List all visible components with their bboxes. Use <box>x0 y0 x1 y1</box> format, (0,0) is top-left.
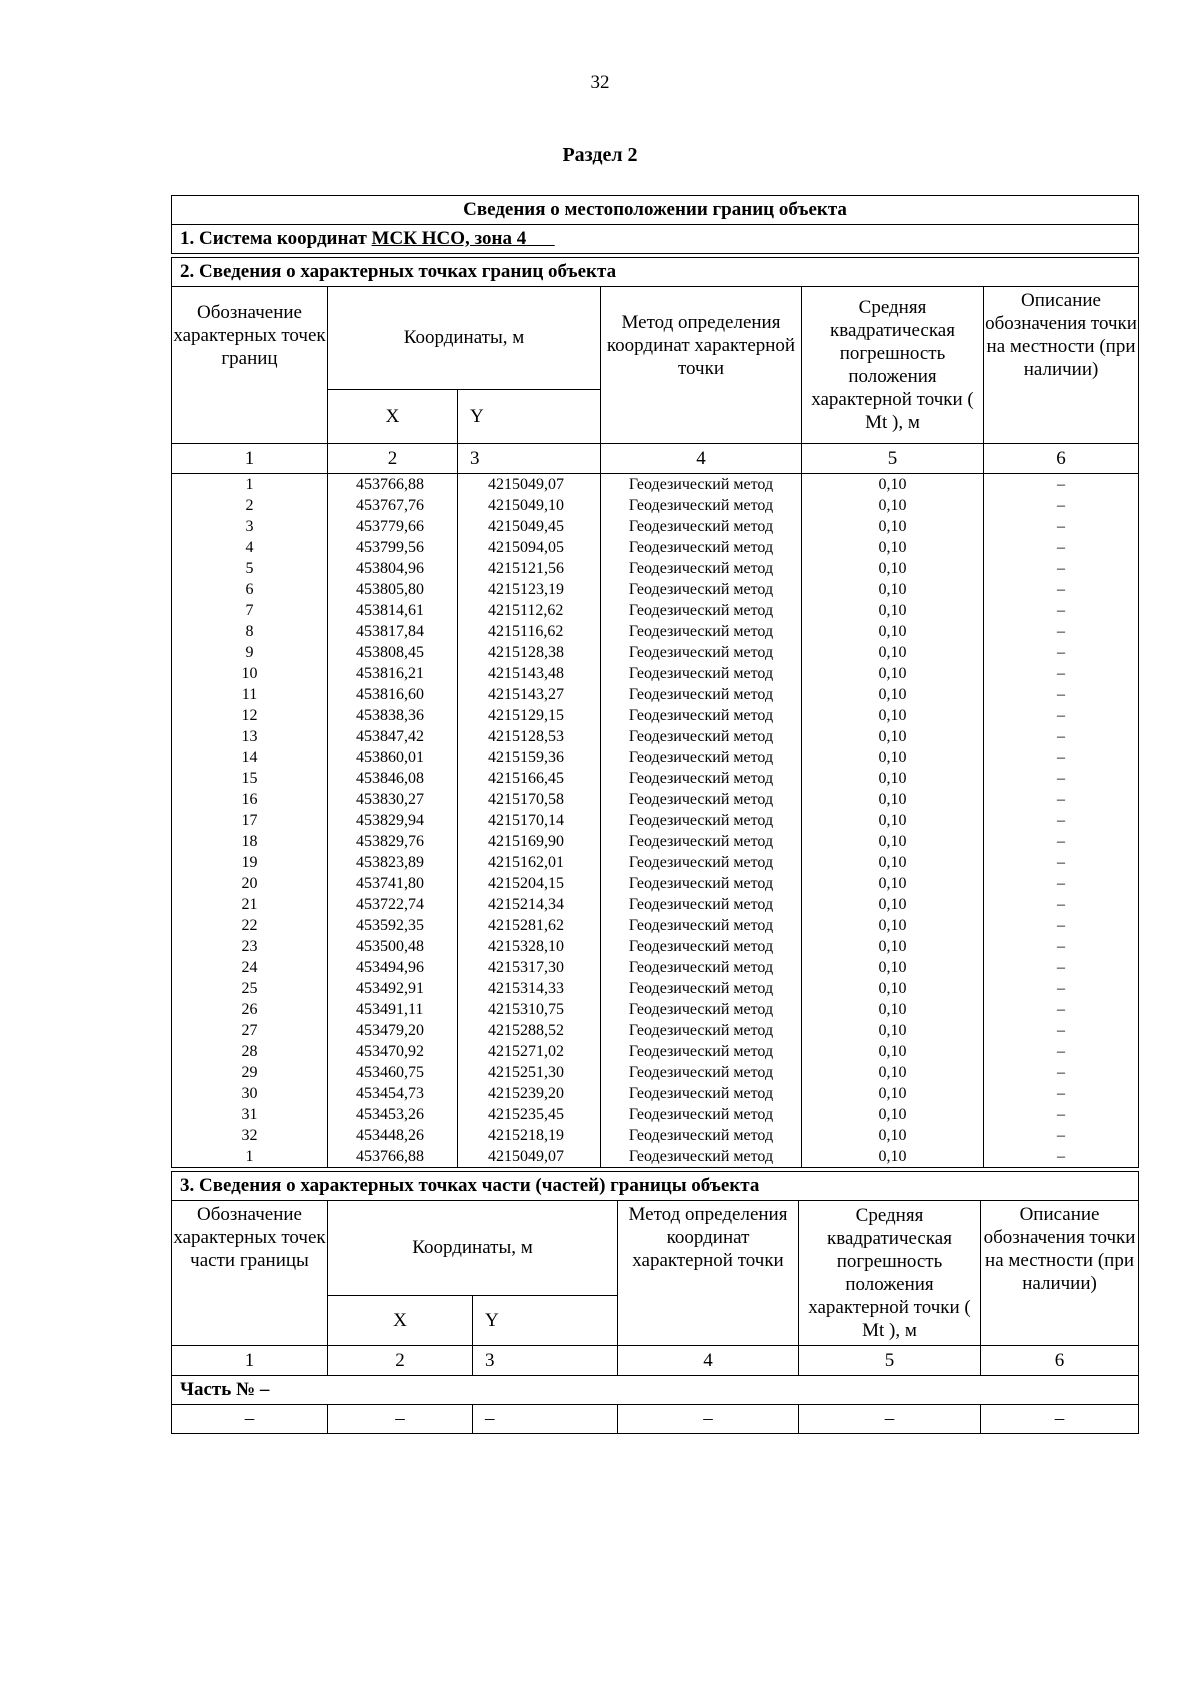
coord-x: 453830,27 <box>328 789 458 810</box>
col-num: 5 <box>799 1346 981 1376</box>
description: – <box>984 894 1139 915</box>
point-number: 12 <box>172 705 328 726</box>
error: 0,10 <box>802 558 984 579</box>
coord-y: 4215159,36 <box>458 747 601 768</box>
table-row <box>172 915 1139 936</box>
coord-x: 453804,96 <box>328 558 458 579</box>
coord-x: 453741,80 <box>328 873 458 894</box>
description: – <box>984 978 1139 999</box>
coord-y: 4215049,45 <box>458 516 601 537</box>
table-title: Сведения о местоположении границ объекта <box>172 196 1139 225</box>
col-num: 3 <box>473 1346 618 1376</box>
method: Геодезический метод <box>601 999 802 1020</box>
description: – <box>984 810 1139 831</box>
header-error: Средняя квадратическая погрешность положения характерной точки ( Mt ), м <box>802 287 984 444</box>
table-row <box>172 558 1139 579</box>
coord-y: 4215128,53 <box>458 726 601 747</box>
table-row <box>172 1146 1139 1168</box>
cell: – <box>618 1405 799 1434</box>
error: 0,10 <box>802 621 984 642</box>
error: 0,10 <box>802 1041 984 1062</box>
point-number: 20 <box>172 873 328 894</box>
description: – <box>984 852 1139 873</box>
method: Геодезический метод <box>601 1083 802 1104</box>
coord-y: 4215218,19 <box>458 1125 601 1146</box>
coord-y: 4215112,62 <box>458 600 601 621</box>
point-number: 9 <box>172 642 328 663</box>
col-num: 1 <box>172 1346 328 1376</box>
parts-header-error: Средняя квадратическая погрешность положения характерной точки ( Mt ), м <box>799 1201 981 1346</box>
description: – <box>984 768 1139 789</box>
coord-system-label: 1. Система координат <box>180 228 372 249</box>
cell: – <box>799 1405 981 1434</box>
description: – <box>984 873 1139 894</box>
table-row <box>172 957 1139 978</box>
coord-system-row <box>172 225 1139 254</box>
coord-x: 453829,94 <box>328 810 458 831</box>
table-row <box>172 789 1139 810</box>
coord-x: 453500,48 <box>328 936 458 957</box>
error: 0,10 <box>802 999 984 1020</box>
method: Геодезический метод <box>601 579 802 600</box>
coord-y: 4215235,45 <box>458 1104 601 1125</box>
parts-header-designation: Обозначение характерных точек части границы <box>172 1201 328 1346</box>
point-number: 8 <box>172 621 328 642</box>
point-number: 15 <box>172 768 328 789</box>
error: 0,10 <box>802 810 984 831</box>
coord-x: 453817,84 <box>328 621 458 642</box>
description: – <box>984 1083 1139 1104</box>
coord-x: 453766,88 <box>328 474 458 496</box>
header-y: Y <box>458 389 601 443</box>
coord-system-value: МСК НСО, зона 4 <box>371 228 527 249</box>
header-coords: Координаты, м <box>328 287 601 390</box>
description: – <box>984 747 1139 768</box>
parts-table <box>171 1171 1139 1434</box>
point-number: 24 <box>172 957 328 978</box>
coord-x: 453829,76 <box>328 831 458 852</box>
table-row <box>172 999 1139 1020</box>
coord-y: 4215123,19 <box>458 579 601 600</box>
coord-x: 453722,74 <box>328 894 458 915</box>
points-section-title: 2. Сведения о характерных точках границ объекта <box>172 258 1139 287</box>
error: 0,10 <box>802 684 984 705</box>
coord-y: 4215094,05 <box>458 537 601 558</box>
parts-header-y: Y <box>473 1295 618 1345</box>
method: Геодезический метод <box>601 1062 802 1083</box>
coord-y: 4215214,34 <box>458 894 601 915</box>
part-label: Часть № – <box>172 1376 1139 1405</box>
description: – <box>984 1041 1139 1062</box>
error: 0,10 <box>802 768 984 789</box>
point-number: 16 <box>172 789 328 810</box>
coord-y: 4215166,45 <box>458 768 601 789</box>
error: 0,10 <box>802 1062 984 1083</box>
coord-x: 453823,89 <box>328 852 458 873</box>
coord-y: 4215328,10 <box>458 936 601 957</box>
parts-row <box>172 1405 1139 1434</box>
parts-header-description: Описание обозначения точки на местности (при наличии) <box>981 1201 1139 1346</box>
method: Геодезический метод <box>601 747 802 768</box>
method: Геодезический метод <box>601 1020 802 1041</box>
error: 0,10 <box>802 1020 984 1041</box>
table-row <box>172 579 1139 600</box>
error: 0,10 <box>802 642 984 663</box>
header-x: X <box>328 389 458 443</box>
error: 0,10 <box>802 936 984 957</box>
error: 0,10 <box>802 663 984 684</box>
error: 0,10 <box>802 495 984 516</box>
table-row <box>172 621 1139 642</box>
point-number: 14 <box>172 747 328 768</box>
coord-x: 453454,73 <box>328 1083 458 1104</box>
error: 0,10 <box>802 957 984 978</box>
coord-y: 4215204,15 <box>458 873 601 894</box>
method: Геодезический метод <box>601 936 802 957</box>
coord-y: 4215143,48 <box>458 663 601 684</box>
method: Геодезический метод <box>601 600 802 621</box>
coord-y: 4215271,02 <box>458 1041 601 1062</box>
table-row <box>172 1125 1139 1146</box>
method: Геодезический метод <box>601 831 802 852</box>
col-num: 4 <box>618 1346 799 1376</box>
col-num: 6 <box>984 444 1139 474</box>
point-number: 30 <box>172 1083 328 1104</box>
coord-x: 453448,26 <box>328 1125 458 1146</box>
description: – <box>984 516 1139 537</box>
point-number: 3 <box>172 516 328 537</box>
error: 0,10 <box>802 978 984 999</box>
point-number: 1 <box>172 474 328 496</box>
table-row <box>172 663 1139 684</box>
method: Геодезический метод <box>601 684 802 705</box>
method: Геодезический метод <box>601 978 802 999</box>
points-body <box>172 474 1139 1168</box>
error: 0,10 <box>802 1146 984 1168</box>
coord-y: 4215049,07 <box>458 474 601 496</box>
coord-y: 4215162,01 <box>458 852 601 873</box>
point-number: 29 <box>172 1062 328 1083</box>
method: Геодезический метод <box>601 537 802 558</box>
coord-x: 453814,61 <box>328 600 458 621</box>
description: – <box>984 726 1139 747</box>
point-number: 2 <box>172 495 328 516</box>
coord-x: 453846,08 <box>328 768 458 789</box>
point-number: 11 <box>172 684 328 705</box>
point-number: 27 <box>172 1020 328 1041</box>
error: 0,10 <box>802 1125 984 1146</box>
table-row <box>172 873 1139 894</box>
coord-y: 4215317,30 <box>458 957 601 978</box>
coord-x: 453766,88 <box>328 1146 458 1168</box>
coord-y: 4215128,38 <box>458 642 601 663</box>
point-number: 28 <box>172 1041 328 1062</box>
method: Геодезический метод <box>601 495 802 516</box>
description: – <box>984 684 1139 705</box>
error: 0,10 <box>802 474 984 496</box>
point-number: 21 <box>172 894 328 915</box>
coord-x: 453816,21 <box>328 663 458 684</box>
method: Геодезический метод <box>601 873 802 894</box>
table-row <box>172 726 1139 747</box>
point-number: 32 <box>172 1125 328 1146</box>
boundary-info-block <box>171 195 1138 1434</box>
table-row <box>172 1104 1139 1125</box>
error: 0,10 <box>802 537 984 558</box>
method: Геодезический метод <box>601 1125 802 1146</box>
description: – <box>984 936 1139 957</box>
point-number: 4 <box>172 537 328 558</box>
method: Геодезический метод <box>601 558 802 579</box>
table-row <box>172 894 1139 915</box>
coord-y: 4215116,62 <box>458 621 601 642</box>
error: 0,10 <box>802 516 984 537</box>
method: Геодезический метод <box>601 705 802 726</box>
method: Геодезический метод <box>601 474 802 496</box>
table-row <box>172 978 1139 999</box>
coord-y: 4215049,07 <box>458 1146 601 1168</box>
cell: – <box>328 1405 473 1434</box>
table-row <box>172 1083 1139 1104</box>
col-num: 3 <box>458 444 601 474</box>
error: 0,10 <box>802 705 984 726</box>
table-row <box>172 768 1139 789</box>
error: 0,10 <box>802 600 984 621</box>
point-number: 7 <box>172 600 328 621</box>
point-number: 25 <box>172 978 328 999</box>
point-number: 1 <box>172 1146 328 1168</box>
points-table <box>171 257 1139 1168</box>
point-number: 10 <box>172 663 328 684</box>
method: Геодезический метод <box>601 957 802 978</box>
point-number: 22 <box>172 915 328 936</box>
table-row <box>172 852 1139 873</box>
description: – <box>984 1062 1139 1083</box>
coord-x: 453592,35 <box>328 915 458 936</box>
coord-y: 4215121,56 <box>458 558 601 579</box>
method: Геодезический метод <box>601 726 802 747</box>
coord-y: 4215170,14 <box>458 810 601 831</box>
error: 0,10 <box>802 1104 984 1125</box>
method: Геодезический метод <box>601 1041 802 1062</box>
header-description: Описание обозначения точки на местности (при наличии) <box>984 287 1139 444</box>
method: Геодезический метод <box>601 768 802 789</box>
error: 0,10 <box>802 747 984 768</box>
section-title: Раздел 2 <box>562 144 638 166</box>
table-row <box>172 537 1139 558</box>
point-number: 26 <box>172 999 328 1020</box>
description: – <box>984 663 1139 684</box>
point-number: 5 <box>172 558 328 579</box>
table-row <box>172 936 1139 957</box>
parts-header-method: Метод определения координат характерной точки <box>618 1201 799 1346</box>
table-row <box>172 1041 1139 1062</box>
table-row <box>172 1062 1139 1083</box>
col-num: 6 <box>981 1346 1139 1376</box>
coord-x: 453470,92 <box>328 1041 458 1062</box>
description: – <box>984 957 1139 978</box>
description: – <box>984 915 1139 936</box>
table-row <box>172 642 1139 663</box>
coord-x: 453491,11 <box>328 999 458 1020</box>
coord-x: 453805,80 <box>328 579 458 600</box>
coord-x: 453492,91 <box>328 978 458 999</box>
cell: – <box>981 1405 1139 1434</box>
description: – <box>984 1104 1139 1125</box>
description: – <box>984 1020 1139 1041</box>
col-num: 1 <box>172 444 328 474</box>
coord-x: 453799,56 <box>328 537 458 558</box>
coord-x: 453460,75 <box>328 1062 458 1083</box>
description: – <box>984 558 1139 579</box>
coord-x: 453847,42 <box>328 726 458 747</box>
method: Геодезический метод <box>601 621 802 642</box>
method: Геодезический метод <box>601 789 802 810</box>
coord-x: 453767,76 <box>328 495 458 516</box>
description: – <box>984 642 1139 663</box>
parts-column-number-row <box>172 1346 1139 1376</box>
point-number: 17 <box>172 810 328 831</box>
point-number: 31 <box>172 1104 328 1125</box>
description: – <box>984 1146 1139 1168</box>
table-row <box>172 1020 1139 1041</box>
col-num: 2 <box>328 444 458 474</box>
coord-y: 4215129,15 <box>458 705 601 726</box>
coord-x: 453860,01 <box>328 747 458 768</box>
cell: – <box>473 1405 618 1434</box>
error: 0,10 <box>802 915 984 936</box>
error: 0,10 <box>802 1083 984 1104</box>
cell: – <box>172 1405 328 1434</box>
error: 0,10 <box>802 726 984 747</box>
method: Геодезический метод <box>601 915 802 936</box>
coord-x: 453779,66 <box>328 516 458 537</box>
table-row <box>172 684 1139 705</box>
description: – <box>984 999 1139 1020</box>
point-number: 6 <box>172 579 328 600</box>
method: Геодезический метод <box>601 852 802 873</box>
coord-y: 4215049,10 <box>458 495 601 516</box>
table-row <box>172 810 1139 831</box>
point-number: 23 <box>172 936 328 957</box>
col-num: 4 <box>601 444 802 474</box>
column-number-row <box>172 444 1139 474</box>
description: – <box>984 1125 1139 1146</box>
description: – <box>984 537 1139 558</box>
col-num: 2 <box>328 1346 473 1376</box>
table-row <box>172 516 1139 537</box>
col-num: 5 <box>802 444 984 474</box>
coord-x: 453816,60 <box>328 684 458 705</box>
parts-header-coords: Координаты, м <box>328 1201 618 1296</box>
description: – <box>984 579 1139 600</box>
error: 0,10 <box>802 579 984 600</box>
coord-x: 453494,96 <box>328 957 458 978</box>
description: – <box>984 600 1139 621</box>
error: 0,10 <box>802 852 984 873</box>
description: – <box>984 831 1139 852</box>
table-row <box>172 600 1139 621</box>
coord-y: 4215170,58 <box>458 789 601 810</box>
point-number: 19 <box>172 852 328 873</box>
parts-header-x: X <box>328 1295 473 1345</box>
table-row <box>172 831 1139 852</box>
coord-y: 4215281,62 <box>458 915 601 936</box>
point-number: 13 <box>172 726 328 747</box>
description: – <box>984 474 1139 496</box>
description: – <box>984 621 1139 642</box>
point-number: 18 <box>172 831 328 852</box>
table-row <box>172 474 1139 496</box>
coord-x: 453838,36 <box>328 705 458 726</box>
coord-x: 453808,45 <box>328 642 458 663</box>
coord-y: 4215251,30 <box>458 1062 601 1083</box>
method: Геодезический метод <box>601 663 802 684</box>
coord-y: 4215169,90 <box>458 831 601 852</box>
coord-y: 4215310,75 <box>458 999 601 1020</box>
coord-y: 4215143,27 <box>458 684 601 705</box>
table-row <box>172 495 1139 516</box>
header-method: Метод определения координат характерной точки <box>601 287 802 444</box>
method: Геодезический метод <box>601 810 802 831</box>
coord-x: 453479,20 <box>328 1020 458 1041</box>
method: Геодезический метод <box>601 1104 802 1125</box>
coord-y: 4215239,20 <box>458 1083 601 1104</box>
error: 0,10 <box>802 894 984 915</box>
table-row <box>172 705 1139 726</box>
method: Геодезический метод <box>601 894 802 915</box>
error: 0,10 <box>802 789 984 810</box>
description: – <box>984 789 1139 810</box>
coord-y: 4215314,33 <box>458 978 601 999</box>
description: – <box>984 495 1139 516</box>
parts-section-title: 3. Сведения о характерных точках части (частей) границы объекта <box>172 1172 1139 1201</box>
method: Геодезический метод <box>601 642 802 663</box>
coord-x: 453453,26 <box>328 1104 458 1125</box>
description: – <box>984 705 1139 726</box>
error: 0,10 <box>802 873 984 894</box>
page-number: 32 <box>590 72 610 93</box>
method: Геодезический метод <box>601 516 802 537</box>
error: 0,10 <box>802 831 984 852</box>
coord-y: 4215288,52 <box>458 1020 601 1041</box>
header-designation: Обозначение характерных точек границ <box>172 287 328 444</box>
object-header-table <box>171 195 1139 254</box>
table-row <box>172 747 1139 768</box>
method: Геодезический метод <box>601 1146 802 1168</box>
